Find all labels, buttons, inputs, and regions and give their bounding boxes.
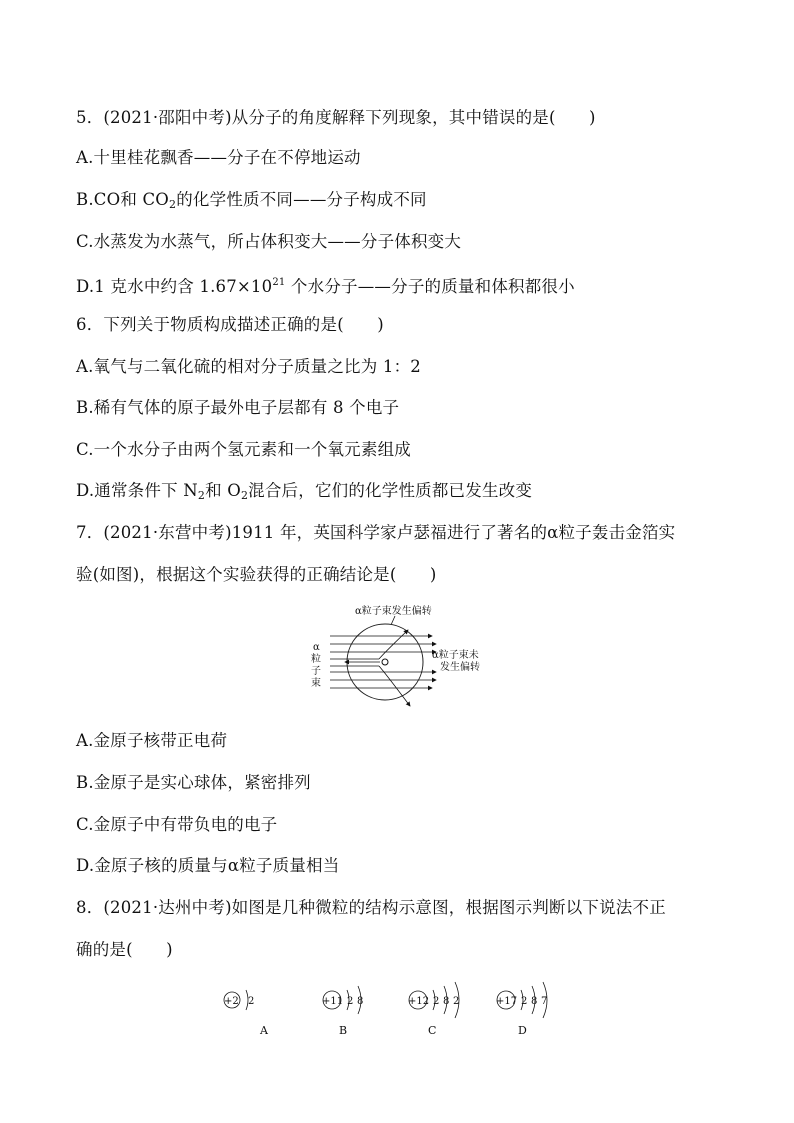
q8-stem-line1: 8．(2021·达州中考)如图是几种微粒的结构示意图，根据图示判断以下说法不正 <box>76 898 666 917</box>
q5-option-c: C.水蒸发为水蒸气，所占体积变大——分子体积变大 <box>76 232 462 251</box>
shell-c-3: 2 <box>453 996 460 1007</box>
label-d: D <box>518 1024 527 1037</box>
q6-option-a: A.氧气与二氧化硫的相对分子质量之比为 1：2 <box>76 357 422 376</box>
q6-option-d: D.通常条件下 $N_2$和 $O_2$混合后，它们的化学性质都已发生改变 <box>76 481 533 502</box>
q8-stem-line2: 确的是( ) <box>76 940 173 959</box>
q5-option-b: B.CO和 $CO_2$的化学性质不同——分子构成不同 <box>76 190 427 211</box>
q7-option-a: A.金原子核带正电荷 <box>76 731 228 750</box>
nucleus-c: +12 <box>408 996 430 1007</box>
q7-stem-line2: 验(如图)，根据这个实验获得的正确结论是( ) <box>76 565 437 584</box>
rutherford-experiment-figure <box>300 602 500 714</box>
label-undeflected-2: 发生偏转 <box>440 662 480 673</box>
atomic-structure-diagrams <box>210 976 570 1044</box>
q6-stem: 6．下列关于物质构成描述正确的是( ) <box>76 315 384 334</box>
label-alpha-beam-4: 束 <box>311 678 321 689</box>
label-undeflected-1: α粒子束未 <box>432 650 479 661</box>
shell-d-2: 8 <box>531 996 538 1007</box>
label-b: B <box>339 1024 348 1037</box>
q7-option-d: D.金原子核的质量与α粒子质量相当 <box>76 856 340 875</box>
nucleus-d: +17 <box>496 996 518 1007</box>
label-alpha-beam-1: α <box>313 642 320 653</box>
q5-option-a: A.十里桂花飘香——分子在不停地运动 <box>76 148 361 167</box>
q7-stem-line1: 7．(2021·东营中考)1911 年，英国科学家卢瑟福进行了著名的α粒子轰击金箔实 <box>76 523 676 542</box>
label-alpha-beam-3: 子 <box>311 666 321 677</box>
shell-b-2: 8 <box>357 996 364 1007</box>
label-alpha-beam-2: 粒 <box>311 654 321 665</box>
shell-d-1: 2 <box>521 996 528 1007</box>
q7-option-b: B.金原子是实心球体，紧密排列 <box>76 773 311 792</box>
shell-b-1: 2 <box>347 996 354 1007</box>
nucleus <box>382 659 388 665</box>
q7-option-c: C.金原子中有带负电的电子 <box>76 815 278 834</box>
shell-d-3: 7 <box>541 996 548 1007</box>
q6-option-b: B.稀有气体的原子最外电子层都有 8 个电子 <box>76 398 400 417</box>
label-deflected: α粒子束发生偏转 <box>355 606 432 617</box>
shell-c-2: 8 <box>443 996 450 1007</box>
label-a: A <box>260 1024 268 1037</box>
nucleus-b: +11 <box>322 996 344 1007</box>
shell-a-1: 2 <box>248 996 255 1007</box>
q5-stem: 5．(2021·邵阳中考)从分子的角度解释下列现象，其中错误的是( ) <box>76 108 596 127</box>
shell-c-1: 2 <box>433 996 440 1007</box>
label-c: C <box>428 1024 437 1037</box>
q6-option-c: C.一个水分子由两个氢元素和一个氧元素组成 <box>76 440 411 459</box>
q5-option-d: D.1 克水中约含 $1.67\times 10^{21}$ 个水分子——分子的质量和体积都很小 <box>76 277 575 296</box>
nucleus-a: +2 <box>224 996 239 1007</box>
